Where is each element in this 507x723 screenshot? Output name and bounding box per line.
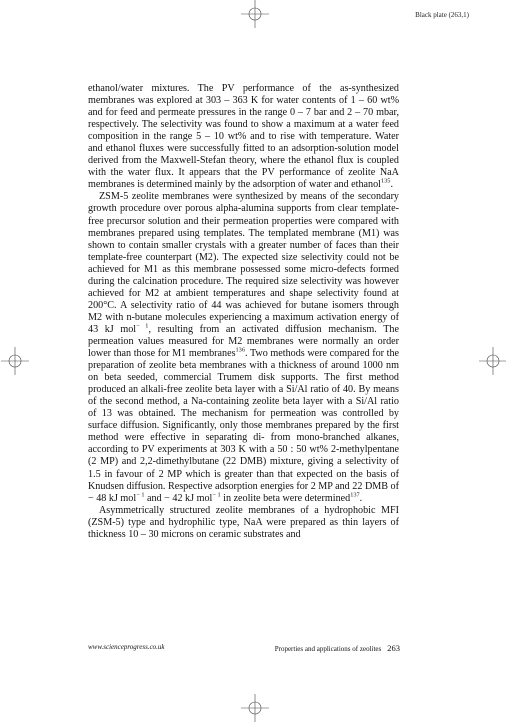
plate-label: Black plate (263,1): [415, 11, 469, 19]
footer-running-head: [243, 643, 400, 653]
superscript: − 1: [136, 491, 145, 499]
running-title: Properties and applications of zeolites: [274, 645, 382, 653]
page-number: 263: [387, 643, 400, 653]
superscript: 136: [235, 346, 245, 354]
superscript: 135: [380, 178, 391, 185]
text-run: Asymmetrically structured zeolite membranes of a hydrophobic MFI (ZSM-5) type and hydrophilic type, NaA were prepared as thin layers of thickness 10 – 30 microns on ceramic substrates and: [88, 504, 399, 540]
text-run: .: [390, 179, 393, 191]
crop-mark-left: [1, 347, 29, 375]
text-run: and − 42 kJ mol: [144, 492, 213, 504]
crop-mark-top: [241, 0, 269, 28]
text-run: , resulting from an activated diffusion mechanism. The permeation values measured for M2 membranes were normally an order lower than those for M1 membranes: [88, 323, 399, 360]
paragraph: [88, 83, 399, 191]
superscript: 137: [350, 491, 360, 499]
text-run: .: [359, 492, 363, 504]
text-run: . Two methods were compared for the preparation of zeolite beta membranes with a thickness of around 1000 nm on beta seeded, commercial Trumem disk supports. The first method produced an alkali-free zeolite beta layer with a Si/Al ratio of 40. By means of the second method, a Na-containing zeolite beta layer with a Si/Al ratio of 13 was obtained. The mechanism for permeation was controlled by surface diffusion. Significantly, only those membranes prepared by the first method were effective in separating di- from mono-branched alkanes, according to PV experiments at 303 K with a 50 : 50 wt% 2-methylpentane (2 MP) and 2,2-dimethylbutane (22 DMB) mixture, giving a selectivity of 1.5 in favour of 2 MP which is greater than that expected on the basis of Knudsen diffusion. Respective adsorption energies for 2 MP and 22 DMB of − 48 kJ mol: [88, 348, 399, 504]
text-run: ZSM-5 zeolite membranes were synthesized by means of the secondary growth procedure over porous alpha-alumina supports from clear template-free precursor solution and their permeation properties were compared with membranes prepared using templates. The templated membrane (M1) was shown to contain smaller crystals with a greater number of faces than their template-free counterpart (M2). The expected size selectivity could not be achieved for M1 as this membrane possessed some micro-defects formed during the calcination procedure. The required size selectivity was however achieved for M2 at ambient temperatures and shape selectivity found at 200°C. A selectivity ratio of 44 was achieved for butane isomers through M2 with n-butane molecules experiencing a maximum activation energy of 43 kJ mol: [88, 191, 399, 335]
text-run: ethanol/water mixtures. The PV performance of the as-synthesized membranes was explored at 303 – 363 K for water contents of 1 – 60 wt% and for feed and permeate pressures in the range 0 – 7 bar and 2 – 70 mbar, respectively. The selectivity was found to show a maximum at a water feed composition in the range 5 – 10 wt% and to rise with temperature. Water and ethanol fluxes were successfully fitted to an adsorption-solution model derived from the Maxwell-Stefan theory, where the ethanol flux is coupled with the water flux. It appears that the PV performance of zeolite NaA membranes is determined mainly by the adsorption of water and ethanol: [88, 83, 399, 191]
superscript: − 1: [212, 491, 221, 499]
superscript: − 1: [136, 322, 149, 330]
crop-mark-bottom: [241, 694, 269, 722]
text-run: in zeolite beta were determined: [220, 492, 351, 504]
paragraph: [88, 505, 399, 541]
crop-mark-right: [479, 347, 506, 375]
paragraph: [88, 191, 399, 504]
body-text: [88, 83, 399, 541]
footer-website: www.scienceprogress.co.uk: [88, 643, 165, 651]
